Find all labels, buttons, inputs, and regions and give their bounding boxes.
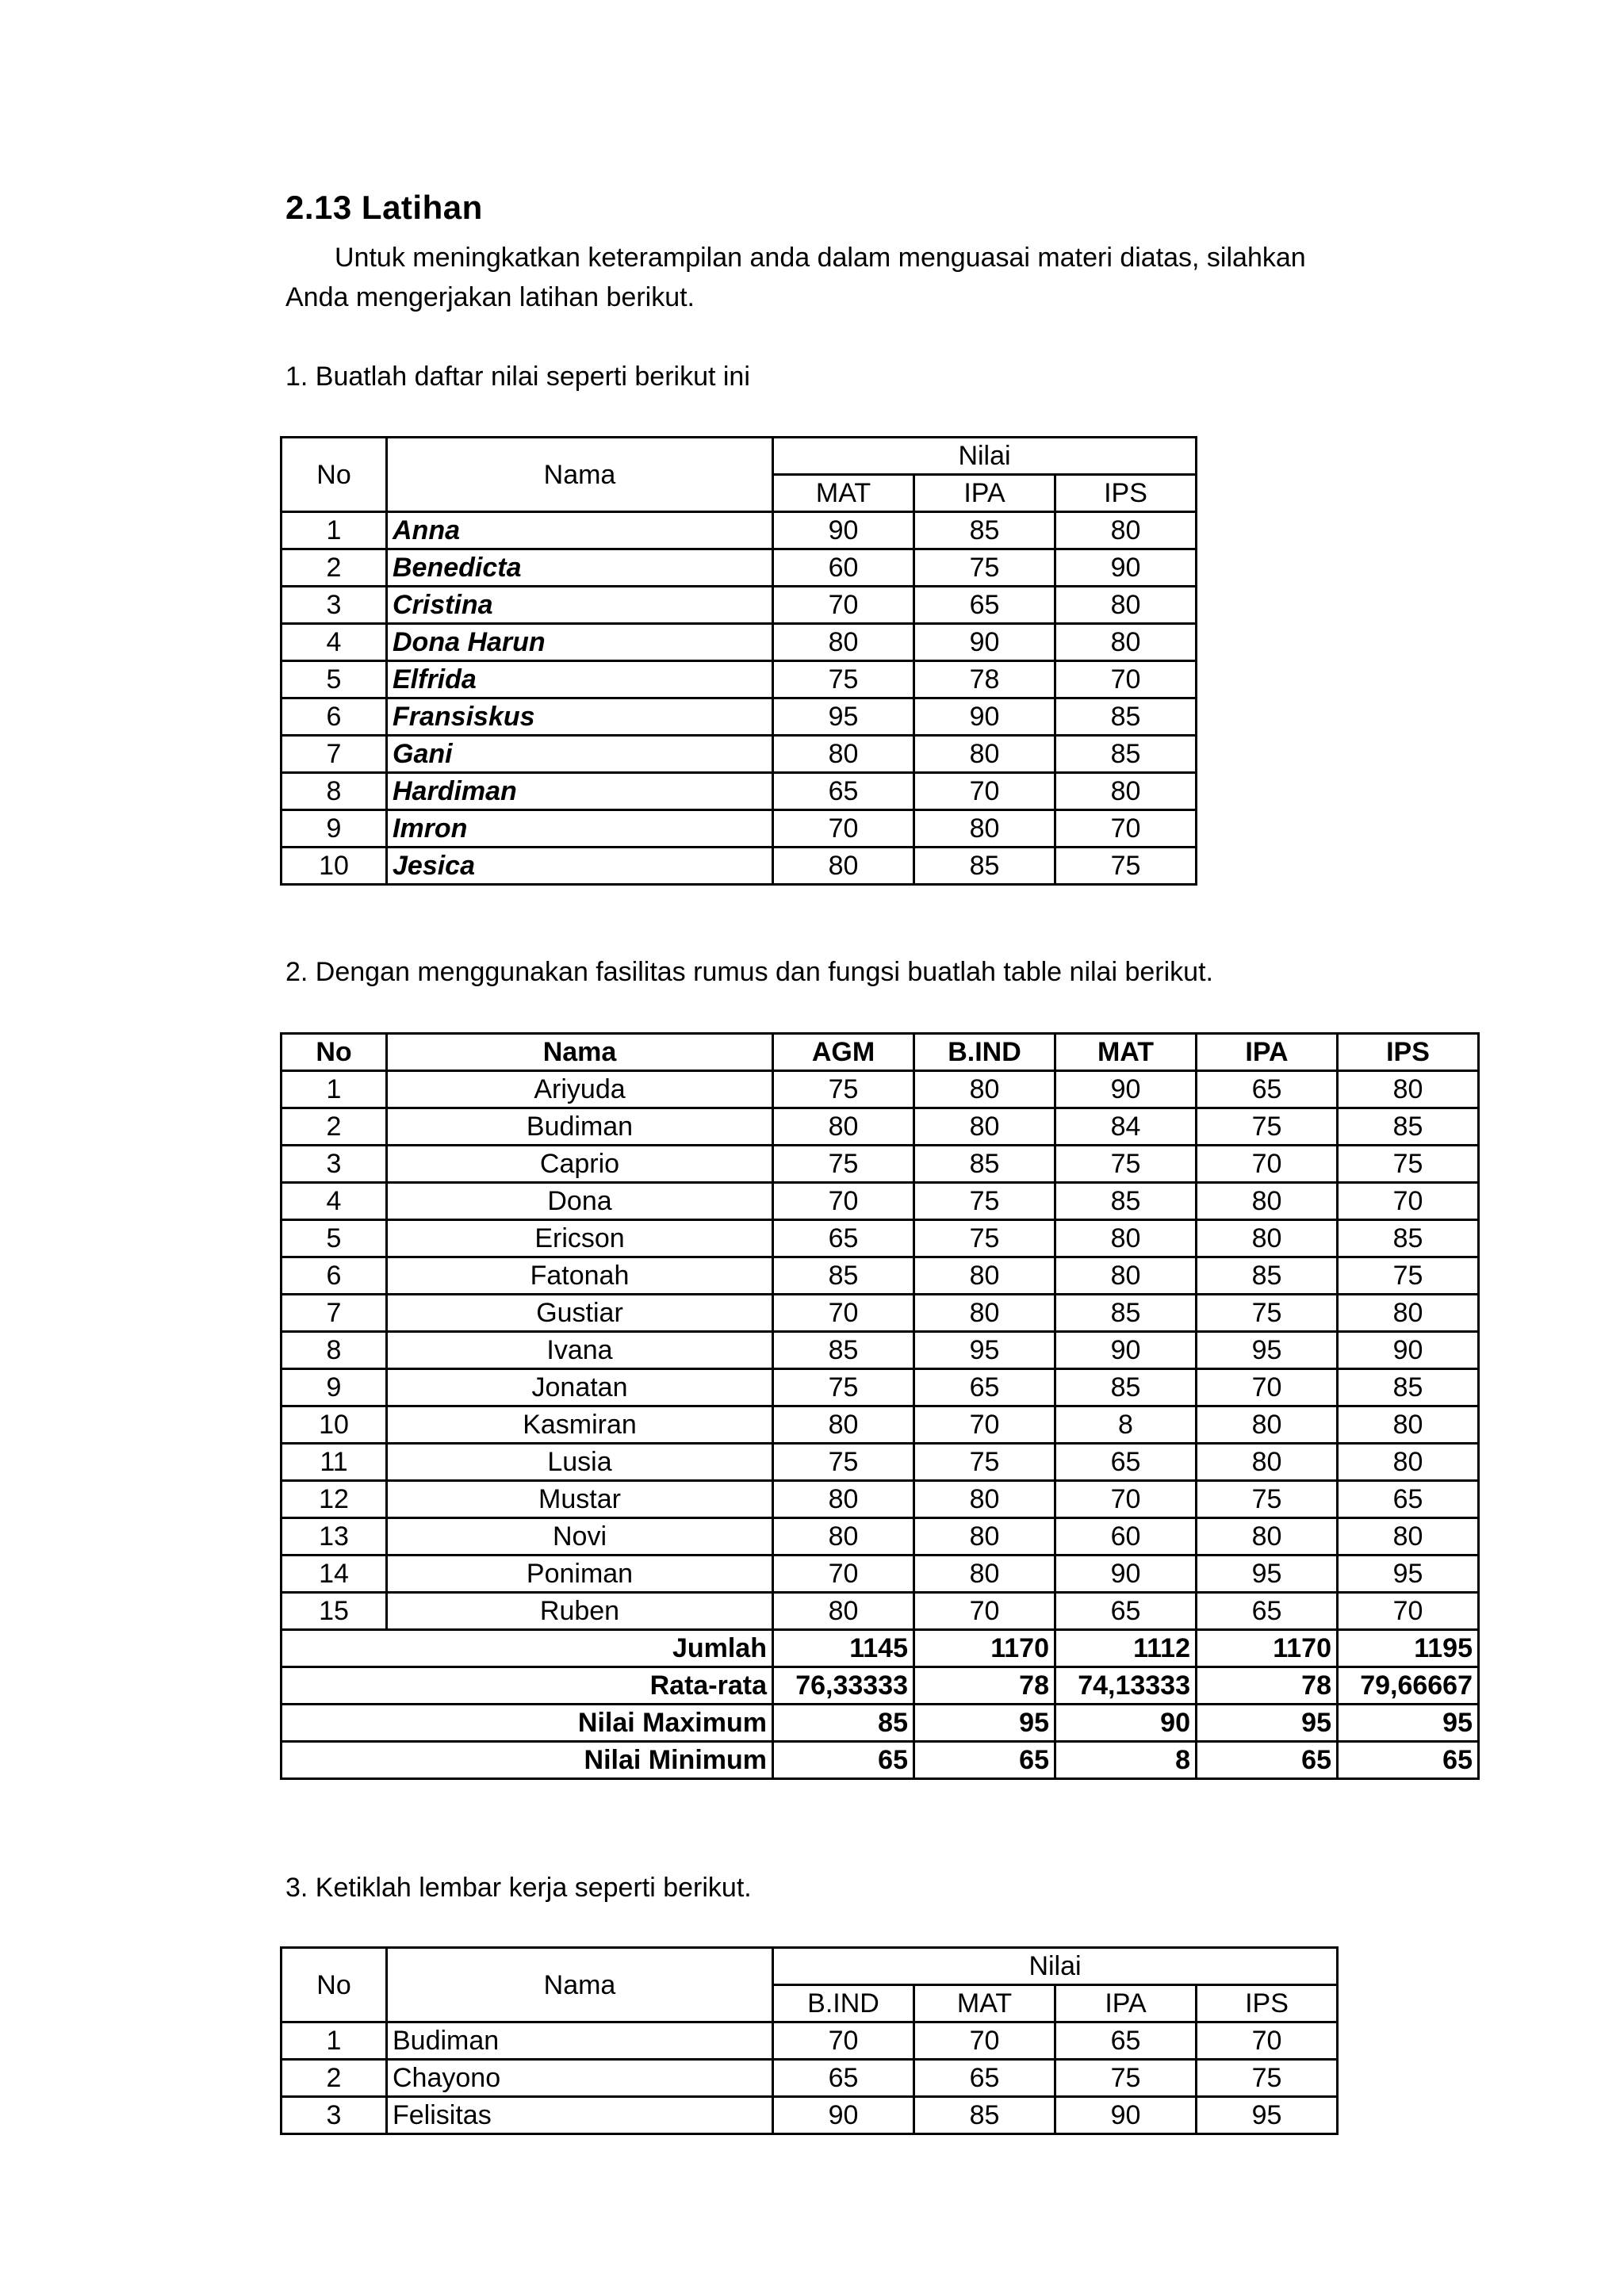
score-cell: 85 bbox=[1055, 1369, 1197, 1406]
table-row bbox=[282, 1295, 1479, 1332]
row-number: 13 bbox=[282, 1518, 387, 1556]
score-cell: 70 bbox=[1055, 661, 1197, 698]
score-cell: 90 bbox=[914, 624, 1055, 661]
student-name: Dona bbox=[387, 1183, 773, 1220]
table-row bbox=[282, 512, 1197, 549]
row-number: 6 bbox=[282, 698, 387, 736]
score-cell: 80 bbox=[1338, 1295, 1479, 1332]
score-cell: 65 bbox=[773, 773, 914, 810]
score-cell: 80 bbox=[1055, 1220, 1197, 1257]
question-2: 2. Dengan menggunakan fasilitas rumus dan fungsi buatlah table nilai berikut. bbox=[285, 957, 1213, 987]
table-row bbox=[282, 1593, 1479, 1630]
score-cell: 60 bbox=[1055, 1518, 1197, 1556]
score-cell: 75 bbox=[773, 1369, 914, 1406]
score-cell: 80 bbox=[1055, 624, 1197, 661]
header-nilai: Nilai bbox=[773, 1948, 1338, 1985]
table-row bbox=[282, 1220, 1479, 1257]
row-number: 15 bbox=[282, 1593, 387, 1630]
score-cell: 80 bbox=[1055, 773, 1197, 810]
table-row bbox=[282, 1146, 1479, 1183]
student-name: Anna bbox=[387, 512, 773, 549]
table-row bbox=[282, 2097, 1338, 2134]
score-cell: 75 bbox=[914, 1183, 1055, 1220]
score-cell: 85 bbox=[1055, 736, 1197, 773]
student-name: Fransiskus bbox=[387, 698, 773, 736]
score-cell: 90 bbox=[1055, 549, 1197, 587]
score-cell: 75 bbox=[1197, 1481, 1338, 1518]
score-cell: 75 bbox=[1338, 1146, 1479, 1183]
score-cell: 85 bbox=[1338, 1369, 1479, 1406]
table-row bbox=[282, 698, 1197, 736]
student-name: Novi bbox=[387, 1518, 773, 1556]
summary-row bbox=[282, 1742, 1479, 1779]
score-cell: 70 bbox=[914, 773, 1055, 810]
row-number: 1 bbox=[282, 1071, 387, 1108]
student-name: Elfrida bbox=[387, 661, 773, 698]
score-cell: 80 bbox=[914, 1481, 1055, 1518]
summary-value: 95 bbox=[914, 1705, 1055, 1742]
summary-value: 65 bbox=[773, 1742, 914, 1779]
score-cell: 95 bbox=[1338, 1556, 1479, 1593]
column-header: Nama bbox=[387, 1034, 773, 1071]
score-cell: 75 bbox=[914, 1220, 1055, 1257]
score-cell: 90 bbox=[773, 512, 914, 549]
header-subject: MAT bbox=[914, 1985, 1055, 2022]
score-cell: 85 bbox=[1055, 698, 1197, 736]
score-cell: 80 bbox=[1338, 1071, 1479, 1108]
score-cell: 75 bbox=[1197, 1295, 1338, 1332]
score-cell: 75 bbox=[773, 1071, 914, 1108]
summary-value: 74,13333 bbox=[1055, 1667, 1197, 1705]
column-header: MAT bbox=[1055, 1034, 1197, 1071]
score-cell: 65 bbox=[1197, 1593, 1338, 1630]
score-cell: 75 bbox=[1338, 1257, 1479, 1295]
score-cell: 70 bbox=[773, 1183, 914, 1220]
table-row bbox=[282, 848, 1197, 885]
score-cell: 95 bbox=[1197, 1556, 1338, 1593]
column-header: B.IND bbox=[914, 1034, 1055, 1071]
score-cell: 85 bbox=[773, 1257, 914, 1295]
summary-value: 65 bbox=[914, 1742, 1055, 1779]
row-number: 4 bbox=[282, 624, 387, 661]
row-number: 11 bbox=[282, 1444, 387, 1481]
score-cell: 75 bbox=[773, 1146, 914, 1183]
table-row bbox=[282, 587, 1197, 624]
table-row bbox=[282, 2022, 1338, 2060]
score-cell: 80 bbox=[1197, 1518, 1338, 1556]
summary-value: 1170 bbox=[914, 1630, 1055, 1667]
summary-value: 85 bbox=[773, 1705, 914, 1742]
table-row bbox=[282, 624, 1197, 661]
score-cell: 85 bbox=[1055, 1295, 1197, 1332]
row-number: 7 bbox=[282, 736, 387, 773]
score-cell: 80 bbox=[773, 736, 914, 773]
score-cell: 75 bbox=[914, 549, 1055, 587]
score-cell: 60 bbox=[773, 549, 914, 587]
score-cell: 65 bbox=[1338, 1481, 1479, 1518]
score-cell: 75 bbox=[1055, 848, 1197, 885]
score-cell: 95 bbox=[773, 698, 914, 736]
student-name: Budiman bbox=[387, 1108, 773, 1146]
score-cell: 95 bbox=[1197, 2097, 1338, 2134]
score-cell: 80 bbox=[773, 848, 914, 885]
score-cell: 70 bbox=[1055, 810, 1197, 848]
score-cell: 80 bbox=[773, 1518, 914, 1556]
score-cell: 75 bbox=[1197, 2060, 1338, 2097]
score-cell: 78 bbox=[914, 661, 1055, 698]
score-cell: 90 bbox=[1338, 1332, 1479, 1369]
student-name: Caprio bbox=[387, 1146, 773, 1183]
table-row bbox=[282, 736, 1197, 773]
score-cell: 65 bbox=[773, 1220, 914, 1257]
column-header: IPA bbox=[1197, 1034, 1338, 1071]
table-row bbox=[282, 549, 1197, 587]
intro-line-2: Anda mengerjakan latihan berikut. bbox=[285, 282, 695, 312]
table-row bbox=[282, 1108, 1479, 1146]
grades-table-2 bbox=[280, 1032, 1480, 1780]
student-name: Cristina bbox=[387, 587, 773, 624]
intro-line-1: Untuk meningkatkan keterampilan anda dalam menguasai materi diatas, silahkan bbox=[335, 243, 1306, 273]
table-row bbox=[282, 810, 1197, 848]
score-cell: 70 bbox=[914, 1406, 1055, 1444]
table-row bbox=[282, 1332, 1479, 1369]
score-cell: 80 bbox=[1055, 587, 1197, 624]
row-number: 8 bbox=[282, 1332, 387, 1369]
row-number: 7 bbox=[282, 1295, 387, 1332]
score-cell: 85 bbox=[1197, 1257, 1338, 1295]
score-cell: 70 bbox=[1338, 1593, 1479, 1630]
score-cell: 80 bbox=[914, 736, 1055, 773]
score-cell: 80 bbox=[1197, 1183, 1338, 1220]
summary-label: Rata-rata bbox=[282, 1667, 773, 1705]
summary-value: 1112 bbox=[1055, 1630, 1197, 1667]
score-cell: 80 bbox=[773, 1593, 914, 1630]
score-cell: 65 bbox=[914, 1369, 1055, 1406]
row-number: 1 bbox=[282, 2022, 387, 2060]
student-name: Poniman bbox=[387, 1556, 773, 1593]
summary-value: 1170 bbox=[1197, 1630, 1338, 1667]
header-nilai: Nilai bbox=[773, 438, 1197, 475]
row-number: 10 bbox=[282, 1406, 387, 1444]
score-cell: 85 bbox=[914, 2097, 1055, 2134]
score-cell: 80 bbox=[914, 1257, 1055, 1295]
score-cell: 65 bbox=[1055, 1593, 1197, 1630]
score-cell: 84 bbox=[1055, 1108, 1197, 1146]
score-cell: 85 bbox=[914, 1146, 1055, 1183]
student-name: Dona Harun bbox=[387, 624, 773, 661]
header-no: No bbox=[282, 438, 387, 512]
row-number: 5 bbox=[282, 661, 387, 698]
score-cell: 80 bbox=[914, 1518, 1055, 1556]
column-header: AGM bbox=[773, 1034, 914, 1071]
student-name: Jesica bbox=[387, 848, 773, 885]
question-3: 3. Ketiklah lembar kerja seperti berikut. bbox=[285, 1873, 752, 1903]
table-row bbox=[282, 1257, 1479, 1295]
score-cell: 80 bbox=[914, 1556, 1055, 1593]
summary-label: Jumlah bbox=[282, 1630, 773, 1667]
student-name: Ariyuda bbox=[387, 1071, 773, 1108]
score-cell: 80 bbox=[1338, 1444, 1479, 1481]
score-cell: 90 bbox=[1055, 1071, 1197, 1108]
summary-value: 79,66667 bbox=[1338, 1667, 1479, 1705]
score-cell: 65 bbox=[773, 2060, 914, 2097]
student-name: Chayono bbox=[387, 2060, 773, 2097]
score-cell: 85 bbox=[1338, 1220, 1479, 1257]
student-name: Ivana bbox=[387, 1332, 773, 1369]
score-cell: 65 bbox=[1055, 2022, 1197, 2060]
score-cell: 80 bbox=[1055, 512, 1197, 549]
summary-label: Nilai Maximum bbox=[282, 1705, 773, 1742]
summary-value: 1195 bbox=[1338, 1630, 1479, 1667]
score-cell: 75 bbox=[1055, 1146, 1197, 1183]
score-cell: 70 bbox=[1338, 1183, 1479, 1220]
score-cell: 80 bbox=[914, 1071, 1055, 1108]
score-cell: 70 bbox=[773, 810, 914, 848]
score-cell: 95 bbox=[1197, 1332, 1338, 1369]
score-cell: 80 bbox=[773, 1406, 914, 1444]
row-number: 1 bbox=[282, 512, 387, 549]
column-header: No bbox=[282, 1034, 387, 1071]
section-heading: 2.13 Latihan bbox=[285, 189, 483, 226]
header-subject: B.IND bbox=[773, 1985, 914, 2022]
score-cell: 80 bbox=[1338, 1518, 1479, 1556]
score-cell: 70 bbox=[1197, 2022, 1338, 2060]
row-number: 2 bbox=[282, 1108, 387, 1146]
student-name: Ericson bbox=[387, 1220, 773, 1257]
score-cell: 75 bbox=[914, 1444, 1055, 1481]
score-cell: 80 bbox=[773, 624, 914, 661]
score-cell: 85 bbox=[1055, 1183, 1197, 1220]
student-name: Jonatan bbox=[387, 1369, 773, 1406]
summary-value: 78 bbox=[1197, 1667, 1338, 1705]
score-cell: 90 bbox=[773, 2097, 914, 2134]
student-name: Budiman bbox=[387, 2022, 773, 2060]
score-cell: 70 bbox=[773, 1295, 914, 1332]
summary-value: 95 bbox=[1338, 1705, 1479, 1742]
header-subject: IPA bbox=[914, 475, 1055, 512]
score-cell: 90 bbox=[1055, 1556, 1197, 1593]
header-subject: MAT bbox=[773, 475, 914, 512]
table-row bbox=[282, 1183, 1479, 1220]
table-row bbox=[282, 1369, 1479, 1406]
score-cell: 65 bbox=[1055, 1444, 1197, 1481]
header-nama: Nama bbox=[387, 438, 773, 512]
summary-label: Nilai Minimum bbox=[282, 1742, 773, 1779]
row-number: 5 bbox=[282, 1220, 387, 1257]
grades-table-3 bbox=[280, 1946, 1339, 2135]
score-cell: 90 bbox=[1055, 1332, 1197, 1369]
table-row bbox=[282, 1071, 1479, 1108]
score-cell: 80 bbox=[1055, 1257, 1197, 1295]
student-name: Hardiman bbox=[387, 773, 773, 810]
score-cell: 85 bbox=[773, 1332, 914, 1369]
summary-value: 95 bbox=[1197, 1705, 1338, 1742]
score-cell: 95 bbox=[914, 1332, 1055, 1369]
row-number: 9 bbox=[282, 810, 387, 848]
row-number: 9 bbox=[282, 1369, 387, 1406]
score-cell: 80 bbox=[1338, 1406, 1479, 1444]
row-number: 14 bbox=[282, 1556, 387, 1593]
row-number: 4 bbox=[282, 1183, 387, 1220]
student-name: Ruben bbox=[387, 1593, 773, 1630]
score-cell: 80 bbox=[1197, 1406, 1338, 1444]
table-row bbox=[282, 661, 1197, 698]
score-cell: 80 bbox=[1197, 1444, 1338, 1481]
score-cell: 70 bbox=[1055, 1481, 1197, 1518]
header-subject: IPA bbox=[1055, 1985, 1197, 2022]
question-1: 1. Buatlah daftar nilai seperti berikut ini bbox=[285, 362, 750, 392]
table-row bbox=[282, 1481, 1479, 1518]
row-number: 6 bbox=[282, 1257, 387, 1295]
student-name: Lusia bbox=[387, 1444, 773, 1481]
summary-row bbox=[282, 1705, 1479, 1742]
score-cell: 85 bbox=[1338, 1108, 1479, 1146]
table-row bbox=[282, 2060, 1338, 2097]
summary-row bbox=[282, 1667, 1479, 1705]
summary-row bbox=[282, 1630, 1479, 1667]
row-number: 3 bbox=[282, 1146, 387, 1183]
summary-value: 90 bbox=[1055, 1705, 1197, 1742]
student-name: Fatonah bbox=[387, 1257, 773, 1295]
table-row bbox=[282, 1518, 1479, 1556]
score-cell: 80 bbox=[1197, 1220, 1338, 1257]
student-name: Mustar bbox=[387, 1481, 773, 1518]
table-row bbox=[282, 1406, 1479, 1444]
score-cell: 70 bbox=[773, 1556, 914, 1593]
score-cell: 90 bbox=[914, 698, 1055, 736]
score-cell: 90 bbox=[1055, 2097, 1197, 2134]
row-number: 10 bbox=[282, 848, 387, 885]
score-cell: 80 bbox=[773, 1481, 914, 1518]
score-cell: 70 bbox=[1197, 1146, 1338, 1183]
row-number: 3 bbox=[282, 2097, 387, 2134]
header-subject: IPS bbox=[1197, 1985, 1338, 2022]
score-cell: 85 bbox=[914, 848, 1055, 885]
score-cell: 65 bbox=[914, 587, 1055, 624]
row-number: 12 bbox=[282, 1481, 387, 1518]
summary-value: 8 bbox=[1055, 1742, 1197, 1779]
score-cell: 65 bbox=[1197, 1071, 1338, 1108]
row-number: 3 bbox=[282, 587, 387, 624]
summary-value: 65 bbox=[1197, 1742, 1338, 1779]
score-cell: 75 bbox=[1055, 2060, 1197, 2097]
score-cell: 70 bbox=[914, 1593, 1055, 1630]
row-number: 2 bbox=[282, 549, 387, 587]
table-row bbox=[282, 773, 1197, 810]
summary-value: 1145 bbox=[773, 1630, 914, 1667]
header-subject: IPS bbox=[1055, 475, 1197, 512]
table-row bbox=[282, 1444, 1479, 1481]
score-cell: 70 bbox=[773, 2022, 914, 2060]
summary-value: 76,33333 bbox=[773, 1667, 914, 1705]
student-name: Imron bbox=[387, 810, 773, 848]
student-name: Felisitas bbox=[387, 2097, 773, 2134]
score-cell: 85 bbox=[914, 512, 1055, 549]
score-cell: 75 bbox=[1197, 1108, 1338, 1146]
student-name: Gustiar bbox=[387, 1295, 773, 1332]
score-cell: 80 bbox=[914, 1108, 1055, 1146]
score-cell: 70 bbox=[773, 587, 914, 624]
score-cell: 80 bbox=[773, 1108, 914, 1146]
row-number: 8 bbox=[282, 773, 387, 810]
header-nama: Nama bbox=[387, 1948, 773, 2022]
score-cell: 65 bbox=[914, 2060, 1055, 2097]
summary-value: 65 bbox=[1338, 1742, 1479, 1779]
score-cell: 80 bbox=[914, 1295, 1055, 1332]
student-name: Kasmiran bbox=[387, 1406, 773, 1444]
score-cell: 80 bbox=[914, 810, 1055, 848]
student-name: Benedicta bbox=[387, 549, 773, 587]
intro-paragraph bbox=[285, 238, 1396, 317]
score-cell: 75 bbox=[773, 1444, 914, 1481]
score-cell: 75 bbox=[773, 661, 914, 698]
column-header: IPS bbox=[1338, 1034, 1479, 1071]
student-name: Gani bbox=[387, 736, 773, 773]
header-no: No bbox=[282, 1948, 387, 2022]
summary-value: 78 bbox=[914, 1667, 1055, 1705]
row-number: 2 bbox=[282, 2060, 387, 2097]
table-row bbox=[282, 1556, 1479, 1593]
score-cell: 70 bbox=[1197, 1369, 1338, 1406]
score-cell: 70 bbox=[914, 2022, 1055, 2060]
grades-table-1 bbox=[280, 436, 1197, 886]
score-cell: 8 bbox=[1055, 1406, 1197, 1444]
